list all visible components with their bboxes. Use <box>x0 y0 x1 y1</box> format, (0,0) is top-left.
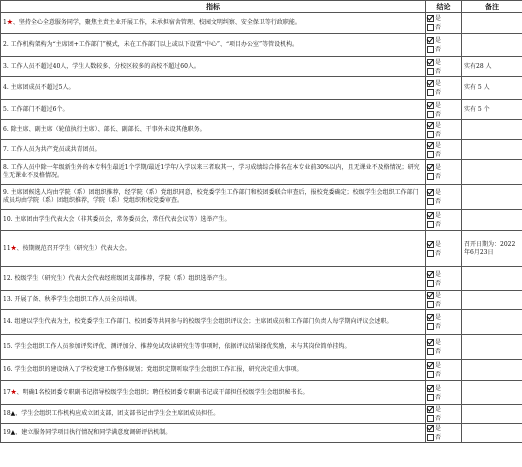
checkbox[interactable] <box>427 89 434 96</box>
table-row <box>1 185 522 210</box>
row-text: 、按期规范召开学生（研究生）代表大会。 <box>16 244 131 252</box>
option-yes[interactable] <box>427 163 460 172</box>
option-label: 是 <box>435 164 442 171</box>
option-label: 是 <box>435 37 442 44</box>
option-yes[interactable] <box>427 361 460 370</box>
row-result <box>426 185 462 210</box>
checkbox[interactable] <box>427 371 434 378</box>
checkbox[interactable] <box>427 339 434 346</box>
row-result <box>426 57 462 77</box>
checkbox[interactable] <box>427 415 434 422</box>
checkbox[interactable] <box>427 46 434 53</box>
option-label: 否 <box>435 301 442 308</box>
option-label: 是 <box>435 314 442 321</box>
option-label: 否 <box>435 371 442 378</box>
row-number: 14 <box>3 318 11 325</box>
option-label: 是 <box>435 425 442 432</box>
option-label: 是 <box>435 15 442 22</box>
option-yes[interactable] <box>427 121 460 130</box>
option-label: 是 <box>435 189 442 196</box>
row-text: 、坚持全心全意服务同学，聚焦主责主业开展工作，未承担宿舍管理、校园文明纠察、安全保卫等行政职能。 <box>12 19 301 26</box>
checkbox[interactable] <box>427 164 434 171</box>
row-item <box>1 291 426 310</box>
row-remark <box>462 267 522 291</box>
checkbox[interactable] <box>427 142 434 149</box>
row-remark <box>462 13 522 34</box>
option-no[interactable] <box>427 249 460 258</box>
checkbox[interactable] <box>427 111 434 118</box>
option-no[interactable] <box>427 433 460 442</box>
option-label: 否 <box>435 434 442 441</box>
row-item <box>1 140 426 160</box>
table-row <box>1 210 522 231</box>
row-text: . 学生会组织工作人员参加评奖评优、测评加分、推荐免试攻读研究生等事项时，依据评议结果择优奖励，未与其岗位简单挂钩。 <box>10 343 351 350</box>
row-number: 3 <box>3 62 7 70</box>
option-label: 否 <box>435 150 442 158</box>
option-yes[interactable] <box>427 141 460 150</box>
row-item <box>1 405 426 424</box>
option-no[interactable] <box>427 393 460 402</box>
option-label: 是 <box>435 58 442 66</box>
row-item <box>1 13 426 34</box>
checkbox[interactable] <box>427 131 434 138</box>
option-no[interactable] <box>427 110 460 119</box>
checkbox[interactable] <box>427 221 434 228</box>
row-text: . 主席团成员不超过5人。 <box>6 84 75 91</box>
row-remark <box>462 291 522 310</box>
option-no[interactable] <box>427 67 460 76</box>
checkbox[interactable] <box>427 151 434 158</box>
row-text: . 工作机构架构为“主席团+工作部门”模式，未在工作部门以上或以下设置“中心”、“项目办公室”等管设机构。 <box>6 41 299 48</box>
checkbox[interactable] <box>427 314 434 321</box>
row-result <box>426 405 462 424</box>
row-remark <box>462 360 522 381</box>
row-remark <box>462 120 522 140</box>
option-yes[interactable] <box>427 384 460 393</box>
star-mark-icon: ★ <box>10 244 17 252</box>
option-label: 是 <box>435 141 442 149</box>
header-item: 指标 <box>1 1 426 13</box>
row-text: . 工作人员不超过40人，学生人数较多、分校区较多的高校不超过60人。 <box>6 62 200 70</box>
row-item <box>1 360 426 381</box>
checkbox[interactable] <box>427 434 434 441</box>
option-yes[interactable] <box>427 270 460 279</box>
option-label: 否 <box>435 46 442 53</box>
checkbox[interactable] <box>427 15 434 22</box>
option-label: 否 <box>435 393 442 401</box>
checkbox[interactable] <box>427 394 434 401</box>
option-no[interactable] <box>427 172 460 181</box>
option-no[interactable] <box>427 130 460 139</box>
option-label: 是 <box>435 121 442 129</box>
row-text: . 主席团由学生代表大会（非其委员会，常务委员会，常任代表会议等）选举产生。 <box>10 216 231 223</box>
row-number: 8 <box>3 164 7 171</box>
row-remark <box>462 210 522 231</box>
option-no[interactable] <box>427 322 460 331</box>
row-item <box>1 310 426 335</box>
checkbox[interactable] <box>427 68 434 75</box>
header-remark: 备注 <box>462 1 522 13</box>
table-row <box>1 120 522 140</box>
checkbox[interactable] <box>427 102 434 109</box>
option-label: 否 <box>435 279 442 287</box>
row-remark <box>462 310 522 335</box>
option-label: 是 <box>435 339 442 346</box>
row-text: . 工作人员为共产党员或共青团员。 <box>6 145 101 153</box>
header-row <box>1 1 522 13</box>
option-no[interactable] <box>427 370 460 379</box>
row-text: . 工作人员中除一年级新生外的本专科生最近1个学期/最近1学年/入学以来三者取其一，学习成绩综合排名在本专业前30%以内，且无课业不及格情况；研究生无课业不及格情况。 <box>3 164 420 179</box>
row-result <box>426 360 462 381</box>
table-row <box>1 360 522 381</box>
triangle-mark-icon: ▲ <box>10 410 16 417</box>
star-mark-icon: ★ <box>10 388 17 396</box>
row-item <box>1 77 426 100</box>
row-text: . 除主席、副主席（轮值执行主席）、部长、副部长、干事外未设其他职务。 <box>6 125 206 133</box>
option-label: 否 <box>435 415 442 422</box>
row-number: 13 <box>3 296 11 303</box>
row-remark <box>462 335 522 360</box>
option-yes[interactable] <box>427 188 460 197</box>
option-label: 是 <box>435 80 442 87</box>
row-number: 10 <box>3 216 11 223</box>
option-no[interactable] <box>427 23 460 32</box>
option-label: 否 <box>435 173 442 180</box>
row-result <box>426 381 462 405</box>
row-item <box>1 120 426 140</box>
table-row <box>1 34 522 57</box>
row-result <box>426 160 462 185</box>
table-row <box>1 140 522 160</box>
row-result <box>426 267 462 291</box>
option-yes[interactable] <box>427 101 460 110</box>
row-text: 、学生会组织工作机构应成立团支部，团支部书记由学生会主席团成员担任。 <box>15 410 220 417</box>
option-label: 否 <box>435 110 442 118</box>
option-label: 是 <box>435 362 442 369</box>
option-no[interactable] <box>427 150 460 159</box>
checkbox[interactable] <box>427 24 434 31</box>
row-result <box>426 120 462 140</box>
row-number: 4 <box>3 84 7 91</box>
row-remark: 实有 5 个 <box>462 100 522 120</box>
row-result <box>426 77 462 100</box>
row-text: . 校级学生（研究生）代表大会代表经班级团支部推荐，学院（系）组织选举产生。 <box>10 274 231 282</box>
row-text: 、建立服务同学项目执行情况和同学满意度调研评估机制。 <box>15 429 172 436</box>
option-label: 否 <box>435 198 442 205</box>
option-yes[interactable] <box>427 58 460 67</box>
option-yes[interactable] <box>427 79 460 88</box>
row-number: 2 <box>3 41 7 48</box>
row-remark <box>462 34 522 57</box>
star-mark-icon: ★ <box>6 19 13 26</box>
option-label: 否 <box>435 130 442 138</box>
table-row <box>1 381 522 405</box>
row-result <box>426 424 462 443</box>
row-text: . 开展了备、秋季学生会组织工作人员全员培训。 <box>10 296 141 303</box>
row-item <box>1 424 426 443</box>
row-number: 12 <box>3 274 11 282</box>
table-row <box>1 335 522 360</box>
row-number: 19 <box>3 429 11 436</box>
row-result <box>426 13 462 34</box>
row-number: 11 <box>3 244 11 252</box>
table-row <box>1 13 522 34</box>
row-text: . 组建以学生代表为主，校党委学生工作部门、校团委等共同参与的校级学生会组织评议会；主席团成员和工作部门负责人每学期向评议会述职。 <box>10 318 393 325</box>
option-label: 否 <box>435 67 442 75</box>
row-number: 18 <box>3 410 11 417</box>
row-result <box>426 335 462 360</box>
checkbox[interactable] <box>427 37 434 44</box>
row-remark: 召开日期为：2022年6月23日 <box>462 231 522 267</box>
option-label: 是 <box>435 406 442 413</box>
checkbox[interactable] <box>427 173 434 180</box>
option-yes[interactable] <box>427 14 460 23</box>
triangle-mark-icon: ▲ <box>10 429 16 436</box>
row-remark <box>462 424 522 443</box>
option-yes[interactable] <box>427 313 460 322</box>
row-number: 15 <box>3 343 11 350</box>
option-label: 是 <box>435 101 442 109</box>
row-remark <box>462 140 522 160</box>
checkbox[interactable] <box>427 241 434 248</box>
option-label: 是 <box>435 270 442 278</box>
table-row <box>1 405 522 424</box>
option-yes[interactable] <box>427 291 460 300</box>
option-no[interactable] <box>427 279 460 288</box>
option-yes[interactable] <box>427 405 460 414</box>
row-text: . 工作部门不超过6个。 <box>6 105 69 113</box>
checkbox[interactable] <box>427 122 434 129</box>
row-item <box>1 267 426 291</box>
option-label: 否 <box>435 24 442 31</box>
table-row <box>1 310 522 335</box>
checkbox[interactable] <box>427 189 434 196</box>
checkbox[interactable] <box>427 301 434 308</box>
option-no[interactable] <box>427 197 460 206</box>
row-number: 17 <box>3 388 11 396</box>
checkbox[interactable] <box>427 385 434 392</box>
option-label: 否 <box>435 221 442 228</box>
checkbox[interactable] <box>427 198 434 205</box>
option-no[interactable] <box>427 347 460 356</box>
table-row <box>1 100 522 120</box>
row-number: 16 <box>3 366 11 373</box>
row-result <box>426 210 462 231</box>
option-no[interactable] <box>427 88 460 97</box>
checkbox[interactable] <box>427 425 434 432</box>
checkbox[interactable] <box>427 348 434 355</box>
option-no[interactable] <box>427 414 460 423</box>
row-result <box>426 310 462 335</box>
row-text: . 学生会组织的建设纳入了学校党建工作整体规划；党组织定期听取学生会组织工作汇报，研究决定重大事项。 <box>10 366 303 373</box>
row-item <box>1 231 426 267</box>
table-row <box>1 160 522 185</box>
row-text: . 主席团候选人均由学院（系）团组织推荐，经学院（系）党组织同意，校党委学生工作部门和校团委联合审查后，报校党委确定；校级学生会组织工作部门成员均由学院（系）团组织推荐，学院（系）党组织和校党委审查。 <box>3 189 419 204</box>
row-remark <box>462 185 522 210</box>
checkbox[interactable] <box>427 271 434 278</box>
checkbox[interactable] <box>427 323 434 330</box>
checkbox[interactable] <box>427 250 434 257</box>
checkbox[interactable] <box>427 280 434 287</box>
checkbox[interactable] <box>427 80 434 87</box>
row-remark: 实有 5 人 <box>462 77 522 100</box>
row-item <box>1 381 426 405</box>
table-row <box>1 77 522 100</box>
row-remark <box>462 160 522 185</box>
option-no[interactable] <box>427 300 460 309</box>
option-label: 否 <box>435 348 442 355</box>
row-item <box>1 57 426 77</box>
header-result: 结论 <box>426 1 462 13</box>
table-row <box>1 57 522 77</box>
option-label: 否 <box>435 323 442 330</box>
option-yes[interactable] <box>427 424 460 433</box>
row-item <box>1 34 426 57</box>
option-label: 是 <box>435 384 442 392</box>
option-label: 是 <box>435 240 442 248</box>
option-label: 否 <box>435 249 442 257</box>
checkbox[interactable] <box>427 406 434 413</box>
row-result <box>426 100 462 120</box>
row-text: 、明确1名校团委专职副书记指导校级学生会组织；聘任校团委专职副书记或干部担任校级学生会组织秘书长。 <box>16 388 309 396</box>
row-result <box>426 231 462 267</box>
row-number: 1 <box>3 19 7 26</box>
table-row <box>1 231 522 267</box>
table-row <box>1 267 522 291</box>
row-item <box>1 160 426 185</box>
option-label: 是 <box>435 292 442 299</box>
checkbox[interactable] <box>427 212 434 219</box>
row-number: 6 <box>3 125 7 133</box>
option-yes[interactable] <box>427 240 460 249</box>
checkbox[interactable] <box>427 362 434 369</box>
row-remark <box>462 405 522 424</box>
row-number: 9 <box>3 189 7 196</box>
checkbox[interactable] <box>427 59 434 66</box>
table-row <box>1 291 522 310</box>
row-item <box>1 185 426 210</box>
option-yes[interactable] <box>427 211 460 220</box>
option-no[interactable] <box>427 45 460 54</box>
row-item <box>1 335 426 360</box>
option-yes[interactable] <box>427 36 460 45</box>
row-item <box>1 210 426 231</box>
checkbox[interactable] <box>427 292 434 299</box>
row-remark <box>462 381 522 405</box>
row-number: 5 <box>3 105 7 113</box>
option-label: 是 <box>435 212 442 219</box>
row-result <box>426 34 462 57</box>
option-no[interactable] <box>427 220 460 229</box>
row-number: 7 <box>3 145 7 153</box>
row-item <box>1 100 426 120</box>
row-result <box>426 140 462 160</box>
table-row <box>1 424 522 443</box>
option-yes[interactable] <box>427 338 460 347</box>
row-result <box>426 291 462 310</box>
row-remark: 实有28 人 <box>462 57 522 77</box>
option-label: 否 <box>435 89 442 96</box>
